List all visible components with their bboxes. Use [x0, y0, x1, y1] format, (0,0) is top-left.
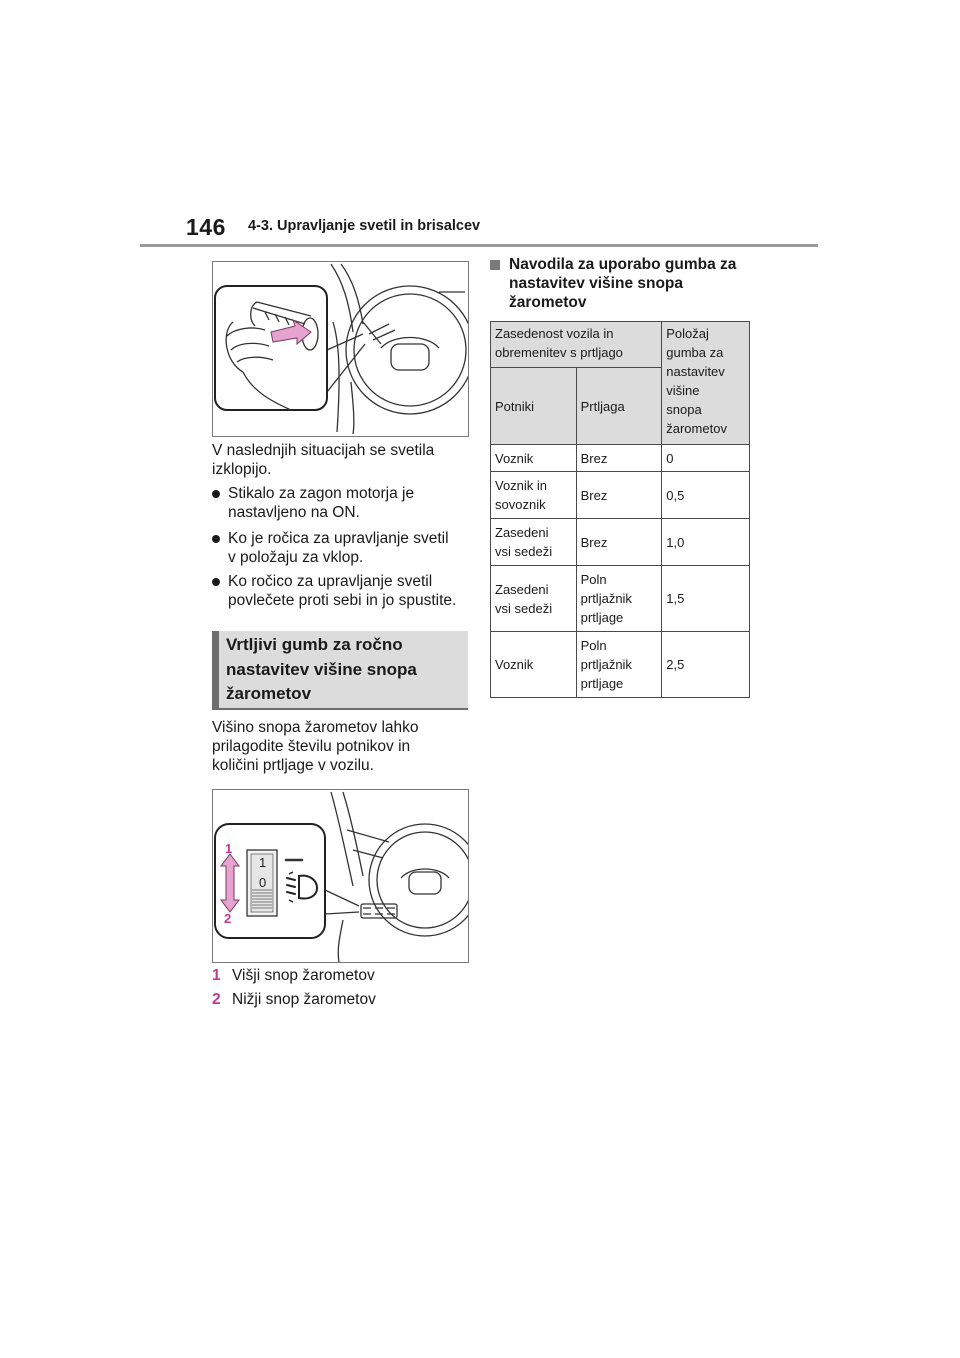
bullet-dot: [212, 578, 220, 586]
heading-line: nastavitev višine snopa: [226, 659, 417, 679]
bullet-dot: [212, 490, 220, 498]
cell-luggage: Brez: [576, 472, 662, 519]
header-occupancy: Zasedenost vozila in obremenitev s prtljago: [491, 322, 662, 368]
leveling-dial-illustration: [212, 789, 469, 963]
cell-passengers: Voznik: [491, 445, 577, 472]
dial-drawing: [213, 790, 468, 962]
header-passengers: Potniki: [491, 368, 577, 445]
legend-item: [212, 966, 462, 986]
intro-line: V naslednjih situacijah se svetila: [212, 442, 435, 459]
paragraph-line: količini prtljage v vozilu.: [212, 757, 374, 774]
heading-rule: [212, 708, 468, 710]
lever-drawing: [213, 262, 468, 436]
paragraph-line: prilagodite številu potnikov in: [212, 738, 411, 755]
header-dial-position: Položaj gumba za nastavitev višine snopa žarometov: [662, 322, 750, 445]
heading-line: žarometov: [226, 684, 312, 703]
cell-passengers: Voznik in sovoznik: [491, 472, 577, 519]
intro-paragraph: [212, 441, 434, 479]
cell-luggage: Poln prtljažnik prtljage: [576, 566, 662, 632]
heading-bar: [212, 631, 219, 708]
bullet-line: Ko je ročica za upravljanje svetil: [228, 530, 449, 547]
cell-position: 1,5: [662, 566, 750, 632]
cell-luggage: Poln prtljažnik prtljage: [576, 632, 662, 698]
bullet-item: [212, 484, 472, 524]
heading-line: Vrtljivi gumb za ročno: [226, 635, 403, 654]
cell-position: 0: [662, 445, 750, 472]
dial-mark-top: 1: [259, 855, 267, 870]
header-luggage: Prtljaga: [576, 368, 662, 445]
header-rule: [140, 244, 818, 247]
table-heading-line: nastavitev višine snopa: [509, 275, 684, 292]
cell-position: 2,5: [662, 632, 750, 698]
table-heading-line: žarometov: [509, 294, 587, 311]
paragraph-line: Višino snopa žarometov lahko: [212, 719, 419, 736]
cell-position: 0,5: [662, 472, 750, 519]
section-title: 4-3. Upravljanje svetil in brisalcev: [248, 218, 481, 234]
cell-luggage: Brez: [576, 519, 662, 566]
leveling-paragraph: [212, 718, 419, 775]
bullet-item: [212, 572, 472, 612]
table-row: [491, 519, 750, 566]
bullet-line: nastavljeno na ON.: [228, 504, 360, 521]
legend-number: 2: [212, 991, 221, 1008]
legend-text: Nižji snop žarometov: [232, 991, 376, 1008]
cell-position: 1,0: [662, 519, 750, 566]
table-row: [491, 472, 750, 519]
table-row: [491, 632, 750, 698]
arrow-label-up: 1: [225, 841, 233, 856]
bullet-item: [212, 529, 472, 569]
leveling-table: [490, 321, 750, 698]
bullet-line: Ko ročico za upravljanje svetil: [228, 573, 433, 590]
table-row: [491, 445, 750, 472]
bullet-line: v položaju za vklop.: [228, 549, 364, 566]
cell-passengers: Zasedeni vsi sedeži: [491, 519, 577, 566]
bullet-dot: [212, 535, 220, 543]
heading-square-icon: [490, 260, 500, 270]
section-heading: [212, 631, 468, 708]
legend-number: 1: [212, 967, 221, 984]
cell-luggage: Brez: [576, 445, 662, 472]
cell-passengers: Zasedeni vsi sedeži: [491, 566, 577, 632]
intro-line: izklopijo.: [212, 461, 272, 478]
legend-text: Višji snop žarometov: [232, 967, 375, 984]
page-number: 146: [186, 214, 226, 240]
dial-mark-bottom: 0: [259, 875, 267, 890]
legend-item: [212, 990, 462, 1010]
table-row: [491, 566, 750, 632]
bullet-line: Stikalo za zagon motorja je: [228, 485, 415, 502]
cell-passengers: Voznik: [491, 632, 577, 698]
table-heading-line: Navodila za uporabo gumba za: [509, 256, 737, 273]
arrow-label-down: 2: [224, 911, 232, 926]
bullet-line: povlečete proti sebi in jo spustite.: [228, 592, 457, 609]
lever-illustration: [212, 261, 469, 437]
